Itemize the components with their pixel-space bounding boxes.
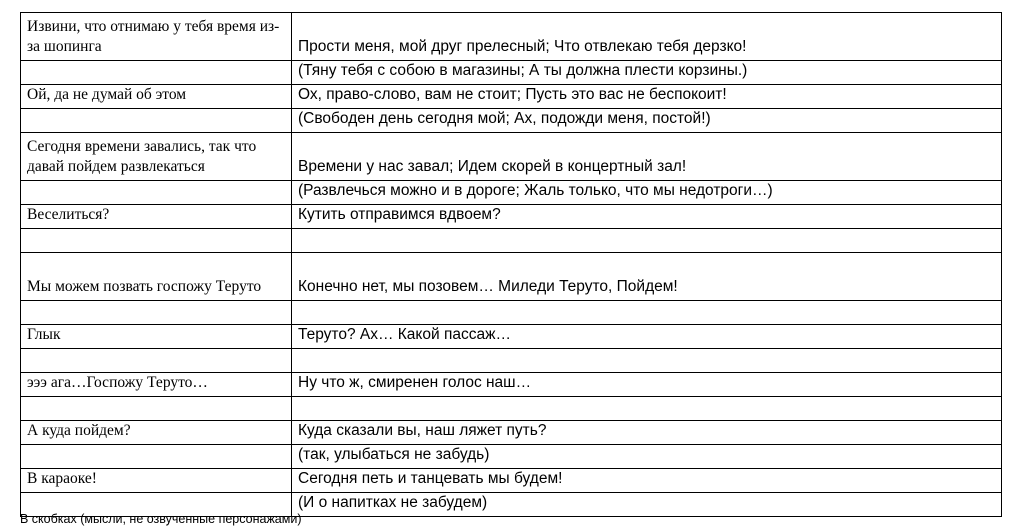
original-line: [21, 445, 292, 469]
table-row: [21, 397, 1002, 421]
translated-line: (так, улыбаться не забудь): [292, 445, 1002, 469]
table-row: [21, 253, 1002, 301]
original-line: [21, 229, 292, 253]
table-row: [21, 181, 1002, 205]
table-row: [21, 85, 1002, 109]
translated-line: (Развлечься можно и в дороге; Жаль только, что мы недотроги…): [292, 181, 1002, 205]
original-line: эээ ага…Госпожу Теруто…: [21, 373, 292, 397]
translated-line: (И о напитках не забудем): [292, 493, 1002, 517]
table-row: [21, 349, 1002, 373]
translated-line: Ну что ж, смиренен голос наш…: [292, 373, 1002, 397]
original-line: [21, 61, 292, 85]
translated-line: Прости меня, мой друг прелесный; Что отвлекаю тебя дерзко!: [292, 13, 1002, 61]
table-row: [21, 373, 1002, 397]
translated-line: [292, 301, 1002, 325]
table-row: [21, 229, 1002, 253]
table-row: [21, 205, 1002, 229]
original-line: [21, 397, 292, 421]
table-row: [21, 325, 1002, 349]
lyrics-translation-table: [20, 12, 1002, 517]
translated-line: Кутить отправимся вдвоем?: [292, 205, 1002, 229]
translated-line: (Тяну тебя с собою в магазины; А ты должна плести корзины.): [292, 61, 1002, 85]
table-row: [21, 469, 1002, 493]
table-row: [21, 133, 1002, 181]
translated-line: [292, 349, 1002, 373]
translated-line: Куда сказали вы, наш ляжет путь?: [292, 421, 1002, 445]
footnote: В скобках (мысли, не озвученные персонажами): [20, 512, 302, 526]
table-row: [21, 13, 1002, 61]
original-line: В караоке!: [21, 469, 292, 493]
original-line: [21, 181, 292, 205]
translated-line: Теруто? Ах… Какой пассаж…: [292, 325, 1002, 349]
translated-line: Ох, право-слово, вам не стоит; Пусть это вас не беспокоит!: [292, 85, 1002, 109]
translated-line: Времени у нас завал; Идем скорей в концертный зал!: [292, 133, 1002, 181]
original-line: Веселиться?: [21, 205, 292, 229]
table-row: [21, 421, 1002, 445]
translated-line: Сегодня петь и танцевать мы будем!: [292, 469, 1002, 493]
original-line: [21, 301, 292, 325]
original-line: Мы можем позвать госпожу Теруто: [21, 253, 292, 301]
table-row: [21, 301, 1002, 325]
translated-line: [292, 397, 1002, 421]
translated-line: [292, 229, 1002, 253]
translated-line: (Свободен день сегодня мой; Ах, подожди меня, постой!): [292, 109, 1002, 133]
original-line: Извини, что отнимаю у тебя время из-за шопинга: [21, 13, 292, 61]
original-line: А куда пойдем?: [21, 421, 292, 445]
original-line: [21, 109, 292, 133]
table-row: [21, 445, 1002, 469]
table-row: [21, 61, 1002, 85]
translated-line: Конечно нет, мы позовем… Миледи Теруто, Пойдем!: [292, 253, 1002, 301]
original-line: Глык: [21, 325, 292, 349]
original-line: Сегодня времени завались, так что давай пойдем развлекаться: [21, 133, 292, 181]
table-row: [21, 109, 1002, 133]
original-line: Ой, да не думай об этом: [21, 85, 292, 109]
original-line: [21, 349, 292, 373]
